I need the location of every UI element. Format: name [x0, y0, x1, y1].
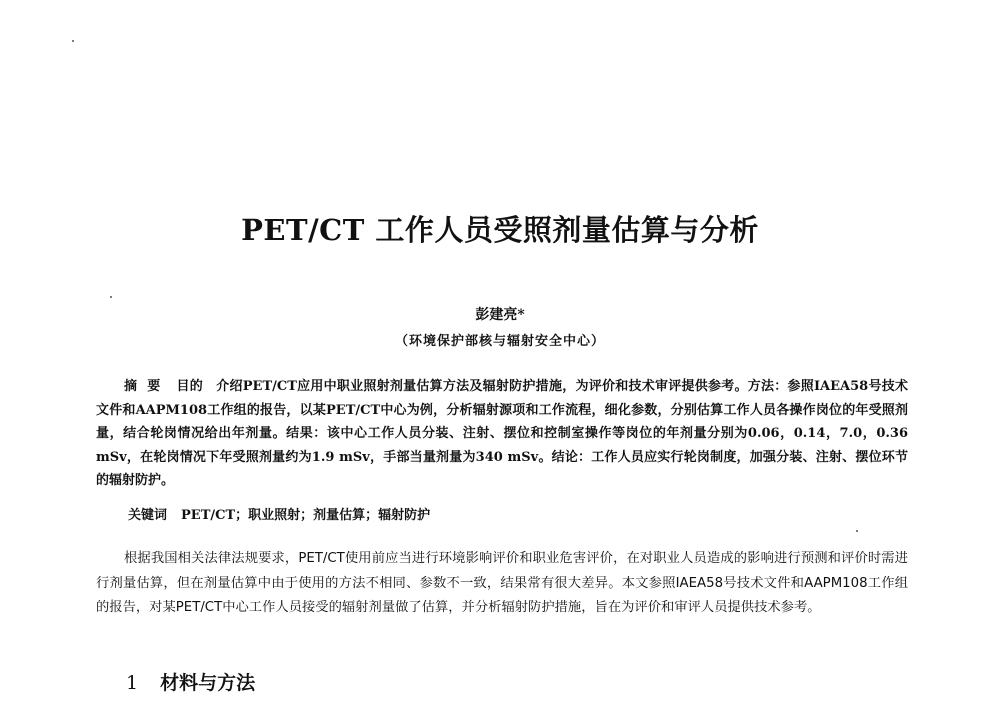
abstract [96, 375, 908, 493]
keywords-label: 关键词 [128, 508, 168, 523]
author-name: 彭建亮* [475, 307, 525, 323]
author-affiliation: （环境保护部核与辐射安全中心） [394, 334, 605, 349]
section-number: 1 [126, 672, 139, 694]
intro-paragraph: 根据我国相关法律法规要求，PET/CT使用前应当进行环境影响评价和职业危害评价，在对职业人员造成的影响进行预测和评价时需进行剂量估算，但在剂量估算中由于使用的方法不相同、参数不一致，结果常有很大差异。本文参照IAEA58号技术文件和AAPM108工作组的报告，对某PET/CT中心工作人员接受的辐射剂量做了估算，并分析辐射防护措施，旨在为评价和审评人员提供技术参考。 [96, 551, 908, 615]
abstract-label: 摘要 [124, 379, 171, 394]
paper-title: PET/CT 工作人员受照剂量估算与分析 [241, 213, 759, 247]
abstract-text: 目的 介绍PET/CT应用中职业照射剂量估算方法及辐射防护措施，为评价和技术审评提供参考。方法：参照IAEA58号技术文件和AAPM108工作组的报告，以某PET/CT中心为例，分析辐射源项和工作流程，细化参数，分别估算工作人员各操作岗位的年受照剂量，结合轮岗情况给出年剂量。结果：该中心工作人员分装、注射、摆位和控制室操作等岗位的年剂量分别为0.06，0.14，7.0，0.36 mSv，在轮岗情况下年受照剂量约为1.9 mSv，手部当量剂量为340 mSv。结论：工作人员应实行轮岗制度，加强分装、注射、摆位环节的辐射防护。 [96, 379, 908, 488]
keywords [128, 504, 908, 523]
scan-speck [72, 40, 74, 42]
scan-speck [110, 296, 112, 298]
scan-speck [856, 530, 858, 532]
section-title: 材料与方法 [160, 672, 256, 694]
keywords-text: PET/CT；职业照射；剂量估算；辐射防护 [181, 508, 431, 523]
section-heading [126, 668, 255, 695]
